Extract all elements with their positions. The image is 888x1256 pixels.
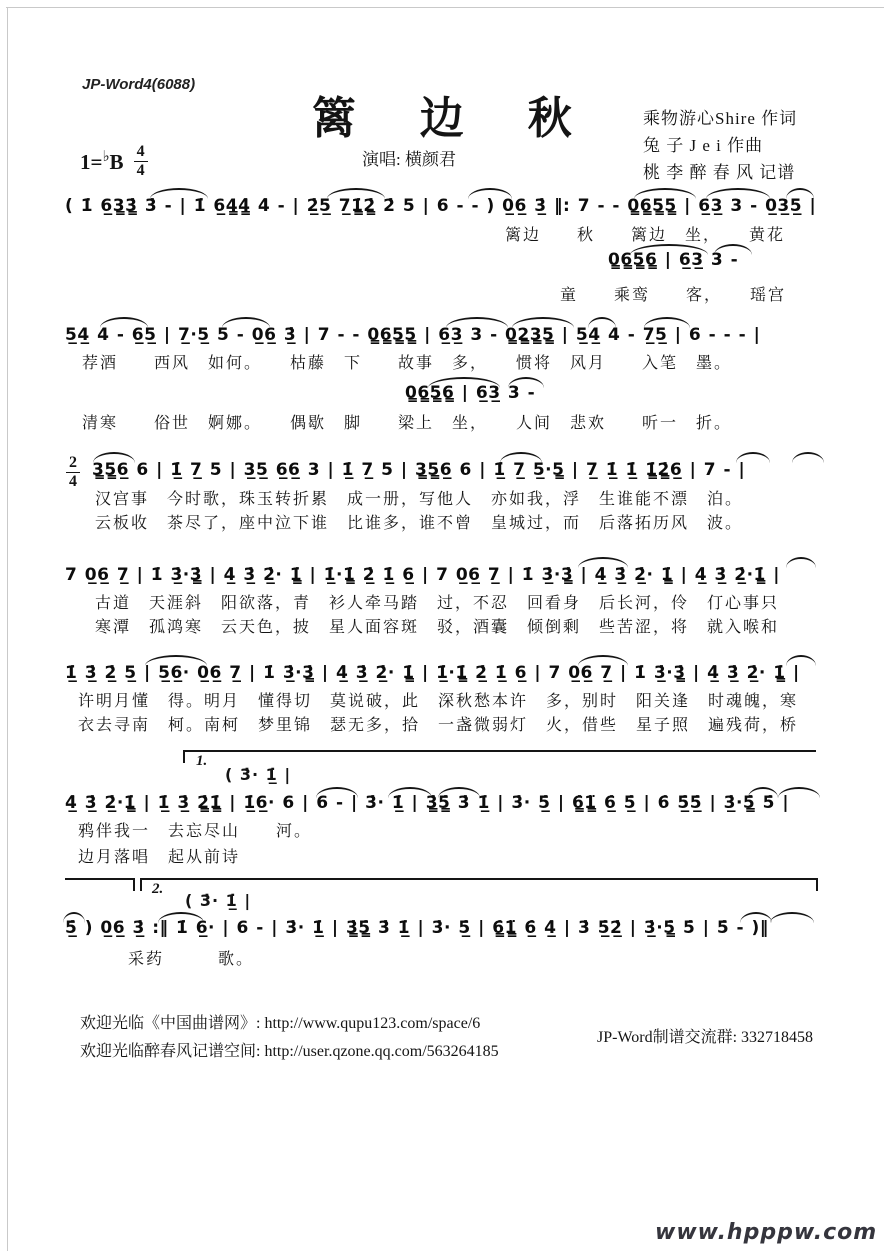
slur-arc	[578, 655, 628, 666]
slur-arc	[792, 452, 824, 463]
key-prefix: 1=	[80, 150, 103, 174]
slur-arc	[150, 188, 208, 199]
slur-arc	[588, 317, 616, 328]
system-2-lyrics-verse1: 荐酒 西风 如何。 枯藤 下 故事 多， 惯将 风月 入笔 墨。	[82, 355, 733, 372]
system-7-pickup-notes: ( 3̇· 1̲̇ |	[185, 891, 252, 910]
generator-label: JP-Word4(6088)	[82, 76, 196, 93]
system-2-lyrics-verse2: 清寒 俗世 婀娜。 偶歇 脚 梁上 坐， 人间 悲欢 听一 折。	[82, 415, 733, 432]
page-edge-left	[7, 7, 8, 1251]
slur-arc	[508, 377, 544, 388]
meter-change-2-4: $\frac{2}{4}$	[66, 455, 80, 490]
slur-arc	[740, 912, 772, 923]
time-signature: $\frac{4}{4}$	[134, 144, 148, 179]
key-note: B	[109, 150, 124, 174]
slur-arc	[100, 317, 148, 328]
slur-arc	[630, 244, 708, 255]
system-3-lyrics-verse1: 汉宫事 今时歌，珠玉转折累 成一册，写他人 亦如我，浮 生谁能不漂 泊。	[95, 491, 744, 508]
volta-bracket-1-end	[65, 878, 135, 891]
system-7-lyrics-verse1: 采药 歌。	[128, 951, 255, 968]
watermark: www.hpppw.com	[655, 1220, 878, 1245]
performer-label: 演唱: 横颜君	[362, 150, 456, 169]
volta-bracket-1	[183, 750, 816, 763]
system-2-notes: 5̲4̲ 4 - 6̲5̲ | 7̲·5̲ 5 - 0̲6̲ 3̲̇ | 7 - - 0̳6̳5̳5̳ | 6̲3̲ 3 - 0̳2̳3̳5̳ | 5̲4̲ 4 - 7̲5̲ | 6 - - - |	[65, 325, 761, 345]
page-edge-top	[6, 7, 884, 8]
system-1-lyrics-verse2: 童 乘鸾 客， 瑶宫	[560, 287, 787, 304]
system-5-lyrics-verse2: 衣去寻南 柯。南柯 梦里锦 瑟无多，拾 一盏微弱灯 火，借些 星子照 遍残荷，桥	[78, 717, 799, 734]
volta-2-label: 2.	[152, 881, 164, 897]
slur-arc	[158, 912, 204, 923]
slur-arc	[63, 912, 85, 923]
system-1-lyrics-verse1: 篱边 秋 篱边 坐， 黄花	[505, 227, 786, 244]
slur-arc	[446, 317, 508, 328]
credit-lyricist: 乘物游心Shire 作词	[643, 109, 798, 128]
slur-arc	[222, 317, 270, 328]
system-5-notes: 1̲̇ 3̲̇ 2̲̇ 5̲ | 5̲6̲· 0̲6̲ 7̲ | 1̇ 3̲̇·3̳̇ | 4̲̇ 3̲̇ 2̲̇· 1̳̇ | 1̲̇·1̳̇ 2̲̇ 1̲̇ 6̲ | 7 0̲6̲ 7̲ | 1̇ 3̲̇·3̳̇ | 4̲̇ 3̲̇ 2̲̇· 1̳̇ |	[65, 663, 800, 683]
footer-qq-group: JP-Word制谱交流群: 332718458	[597, 1029, 814, 1046]
slur-arc	[748, 787, 778, 798]
slur-arc	[634, 188, 696, 199]
system-4-lyrics-verse2: 寒潭 孤鸿寒 云天色，披 星人面容斑 驳，酒囊 倾倒剩 些苦涩，将 就入喉和	[95, 619, 780, 636]
footer-site-link-2: 欢迎光临醉春风记谱空间: http://user.qzone.qq.com/563264185	[80, 1043, 499, 1060]
slur-arc	[578, 557, 628, 568]
slur-arc	[438, 787, 480, 798]
credit-transcriber: 桃 李 醉 春 风 记谱	[643, 163, 796, 182]
slur-arc	[786, 557, 816, 568]
system-6-lyrics-verse2: 边月落唱 起从前诗	[78, 849, 241, 866]
system-6-lyrics-verse1: 鸦伴我一 去忘尽山 河。	[78, 823, 313, 840]
footer-site-link-1: 欢迎光临《中国曲谱网》: http://www.qupu123.com/space/6	[80, 1015, 481, 1032]
credit-composer: 兔 子 J e i 作曲	[643, 136, 764, 155]
slur-arc	[327, 188, 385, 199]
system-4-lyrics-verse1: 古道 天涯斜 阳欲落，青 衫人牵马踏 过，不忍 回看身 后长河，伶 仃心事只	[95, 595, 780, 612]
slur-arc	[770, 912, 814, 923]
system-7-notes: 5̲̇ ) 0̲6̲ 3̲̇ :‖ 1̇ 6̲· | 6 - | 3̇· 1̲̇ | 3̳̇5̳̇ 3̇ 1̲̇ | 3̇· 5̲̇ | 6̳̇1̳̈ 6̲̇ 4̲̇ | 3̇ 5̲̇2̲̇ | 3̲̇·5̳̇ 5̇ | 5̇ - )‖	[65, 918, 769, 938]
slur-arc	[316, 787, 358, 798]
slur-arc	[644, 317, 690, 328]
system-6-pickup-notes: ( 3̇· 1̲̇ |	[225, 765, 292, 784]
system-2-subvoice-notes: 0̳6̳5̳6̳ | 6̲3̲ 3 -	[405, 383, 536, 403]
volta-bracket-2	[140, 878, 818, 891]
system-3-lyrics-verse2: 云板收 茶尽了，座中泣下谁 比谁多，谁不曾 皇城过，而 后落拓历风 波。	[95, 515, 744, 532]
slur-arc	[736, 452, 770, 463]
slur-arc	[500, 452, 542, 463]
system-5-lyrics-verse1: 许明月懂 得。明月 懂得切 莫说破，此 深秋愁本许 多，别时 阳关逢 时魂魄，寒	[78, 693, 799, 710]
system-4-notes: 7 0̲6̲ 7̲ | 1̇ 3̲̇·3̳̇ | 4̲̇ 3̲̇ 2̲̇· 1̳̇ | 1̲̇·1̳̇ 2̲̇ 1̲̇ 6̲ | 7 0̲6̲ 7̲ | 1̇ 3̲̇·3̳̇ | 4̲̇ 3̲̇ 2̲̇· 1̳̇ | 4̲̇ 3̲̇ 2̲̇·1̳̇ |	[65, 565, 780, 585]
slur-arc	[145, 655, 207, 666]
slur-arc	[388, 787, 432, 798]
slur-arc	[714, 244, 752, 255]
system-6-notes: 4̲̇ 3̲̇ 2̲̇·1̳̇ | 1̲̇ 3̲̇ 2̳̇1̳̇ | 1̲̇6̲· 6 | 6 - | 3̇· 1̲̇ | 3̳̇5̳̇ 3̇ 1̲̇ | 3̇· 5̲̇ | 6̳̇1̳̈ 6̲̇ 5̲̇ | 6̇ 5̲̇5̲̇ | 3̲̇·5̳̇ 5̇ |	[65, 793, 790, 813]
slur-arc	[778, 787, 820, 798]
slur-arc	[468, 188, 512, 199]
slur-arc	[786, 655, 816, 666]
slur-arc	[93, 452, 135, 463]
flat-sign: ♭	[102, 149, 110, 165]
volta-1-label: 1.	[196, 753, 208, 769]
system-1-subvoice-notes: 0̳6̳5̳6̳ | 6̲3̲ 3 -	[608, 250, 739, 270]
slur-arc	[428, 377, 500, 388]
system-3-notes: 3̳5̳6̲ 6 | 1̲̇ 7̲ 5 | 3̲5̲ 6̲6̲ 3 | 1̲̇ 7̲ 5 | 3̳5̳6̲ 6 | 1̲̇ 7̲ 5̲·5̳ | 7̲ 1̲̇ 1̲̇ 1̳̇2̳̇6̲ | 7 - |	[92, 460, 746, 480]
slur-arc	[786, 188, 814, 199]
song-title: 篱 边 秋	[311, 94, 582, 143]
system-1-notes: ( 1̇ 6̲3̳3̳̇ 3̇ - | 1̇ 6̲4̳4̳̇ 4̇ - | 2̲̇5̲ 7̲1̳̇2̳̇ 2̇ 5 | 6 - - ) 0̲6̲ 3̲̇ ‖: 7 - - 0̳6̳5̳5̳ | 6̲3̲ 3 - 0̲3̲5̲ |	[65, 196, 817, 216]
key-signature	[80, 144, 148, 179]
slur-arc	[706, 188, 770, 199]
slur-arc	[512, 317, 574, 328]
